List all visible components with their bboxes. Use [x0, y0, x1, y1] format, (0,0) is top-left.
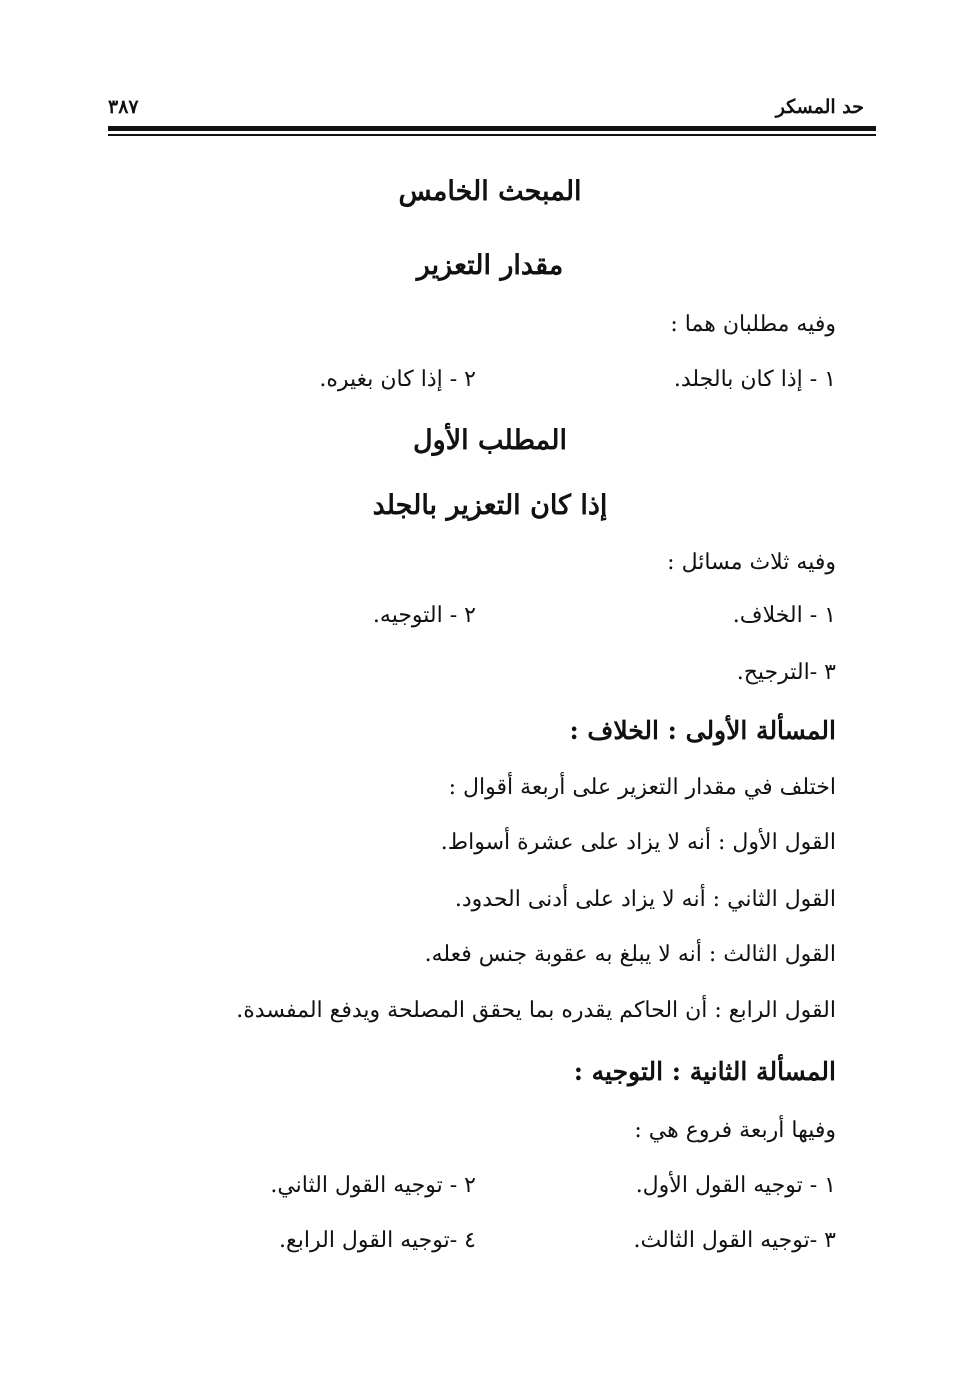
- matlab1-item-3: ٣ -الترجيح.: [736, 660, 836, 685]
- masala1-saying-4: القول الرابع : أن الحاكم يقدره بما يحقق المصلحة ويدفع المفسدة.: [236, 998, 836, 1023]
- matlab1-item-1: ١ - الخلاف.: [732, 603, 836, 628]
- masala1-title: المسألة الأولى : الخلاف :: [569, 716, 836, 745]
- masala2-intro: وفيها أربعة فروع هي :: [634, 1118, 836, 1143]
- masala2-title: المسألة الثانية : التوجيه :: [573, 1057, 836, 1086]
- masala1-intro: اختلف في مقدار التعزير على أربعة أقوال :: [448, 775, 836, 800]
- section-subtitle: مقدار التعزير: [416, 250, 564, 281]
- running-header: [108, 96, 876, 122]
- matlab1-intro: وفيه ثلاث مسائل :: [667, 550, 836, 575]
- masala1-saying-3: القول الثالث : أنه لا يبلغ به عقوبة جنس فعله.: [424, 942, 836, 967]
- header-rule-thin: [108, 134, 876, 136]
- masala2-item-4: ٤ -توجيه القول الرابع.: [279, 1228, 476, 1253]
- section-item-1: ١ - إذا كان بالجلد.: [673, 367, 836, 392]
- header-title: حد المسكر: [775, 96, 864, 118]
- masala1-saying-2: القول الثاني : أنه لا يزاد على أدنى الحدود.: [454, 887, 836, 912]
- masala2-item-1: ١ - توجيه القول الأول.: [635, 1173, 836, 1198]
- masala2-item-3: ٣ -توجيه القول الثالث.: [633, 1228, 836, 1253]
- masala2-item-2: ٢ - توجيه القول الثاني.: [270, 1173, 476, 1198]
- section-item-2: ٢ - إذا كان بغيره.: [319, 367, 476, 392]
- matlab1-title: المطلب الأول: [413, 425, 567, 456]
- matlab1-item-2: ٢ - التوجيه.: [372, 603, 476, 628]
- page-number: ٣٨٧: [108, 96, 139, 118]
- section-intro: وفيه مطلبان هما :: [670, 312, 836, 337]
- section-title: المبحث الخامس: [398, 176, 582, 207]
- matlab1-subtitle: إذا كان التعزير بالجلد: [372, 490, 608, 521]
- header-rule-thick: [108, 126, 876, 131]
- masala1-saying-1: القول الأول : أنه لا يزاد على عشرة أسواط.: [440, 830, 836, 855]
